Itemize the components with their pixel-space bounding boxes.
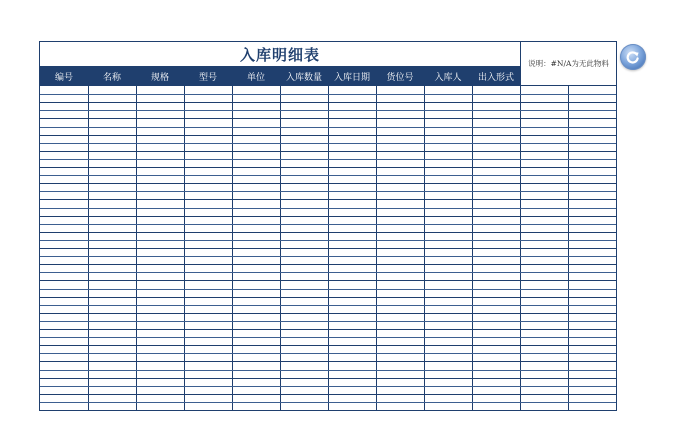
row-divider	[40, 378, 616, 379]
column-header-unit[interactable]: 单位	[246, 72, 265, 83]
row-divider	[40, 118, 616, 119]
row-divider	[40, 151, 616, 152]
row-divider	[40, 175, 616, 176]
row-divider	[40, 135, 616, 136]
row-divider	[40, 402, 616, 403]
column-header-quantity[interactable]: 入库数量	[285, 72, 322, 83]
row-divider	[40, 272, 616, 273]
table-body[interactable]	[40, 86, 616, 410]
column-header-model[interactable]: 型号	[198, 72, 217, 83]
row-divider	[40, 216, 616, 217]
row-divider	[40, 256, 616, 257]
row-divider	[40, 224, 616, 225]
row-divider	[40, 345, 616, 346]
row-divider	[40, 167, 616, 168]
row-divider	[40, 127, 616, 128]
row-divider	[40, 280, 616, 281]
row-divider	[40, 329, 616, 330]
row-divider	[40, 305, 616, 306]
row-divider	[40, 337, 616, 338]
table-title: 入库明细表	[239, 45, 320, 64]
row-divider	[40, 183, 616, 184]
column-header-type[interactable]: 出入形式	[477, 72, 514, 83]
row-divider	[40, 297, 616, 298]
row-divider	[40, 361, 616, 362]
row-divider	[40, 386, 616, 387]
row-divider	[40, 143, 616, 144]
row-divider	[40, 313, 616, 314]
row-divider	[40, 248, 616, 249]
row-divider	[40, 321, 616, 322]
row-divider	[40, 94, 616, 95]
row-divider	[40, 353, 616, 354]
column-header-spec[interactable]: 规格	[150, 72, 169, 83]
refresh-icon	[625, 49, 641, 65]
column-header-name[interactable]: 名称	[102, 72, 121, 83]
refresh-button[interactable]	[620, 44, 646, 70]
row-divider	[40, 264, 616, 265]
column-header-date[interactable]: 入库日期	[333, 72, 370, 83]
note-text: 说明：#N/A为无此物料	[520, 42, 616, 86]
row-divider	[40, 208, 616, 209]
inbound-detail-table	[39, 41, 617, 411]
column-header-location[interactable]: 货位号	[386, 72, 414, 83]
column-header-id[interactable]: 编号	[54, 72, 73, 83]
row-divider	[40, 289, 616, 290]
row-divider	[40, 110, 616, 111]
row-divider	[40, 191, 616, 192]
row-divider	[40, 240, 616, 241]
table-header-row	[40, 66, 520, 86]
row-divider	[40, 102, 616, 103]
row-divider	[40, 199, 616, 200]
row-divider	[40, 370, 616, 371]
row-divider	[40, 394, 616, 395]
column-header-receiver[interactable]: 入库人	[434, 72, 462, 83]
row-divider	[40, 159, 616, 160]
row-divider	[40, 232, 616, 233]
